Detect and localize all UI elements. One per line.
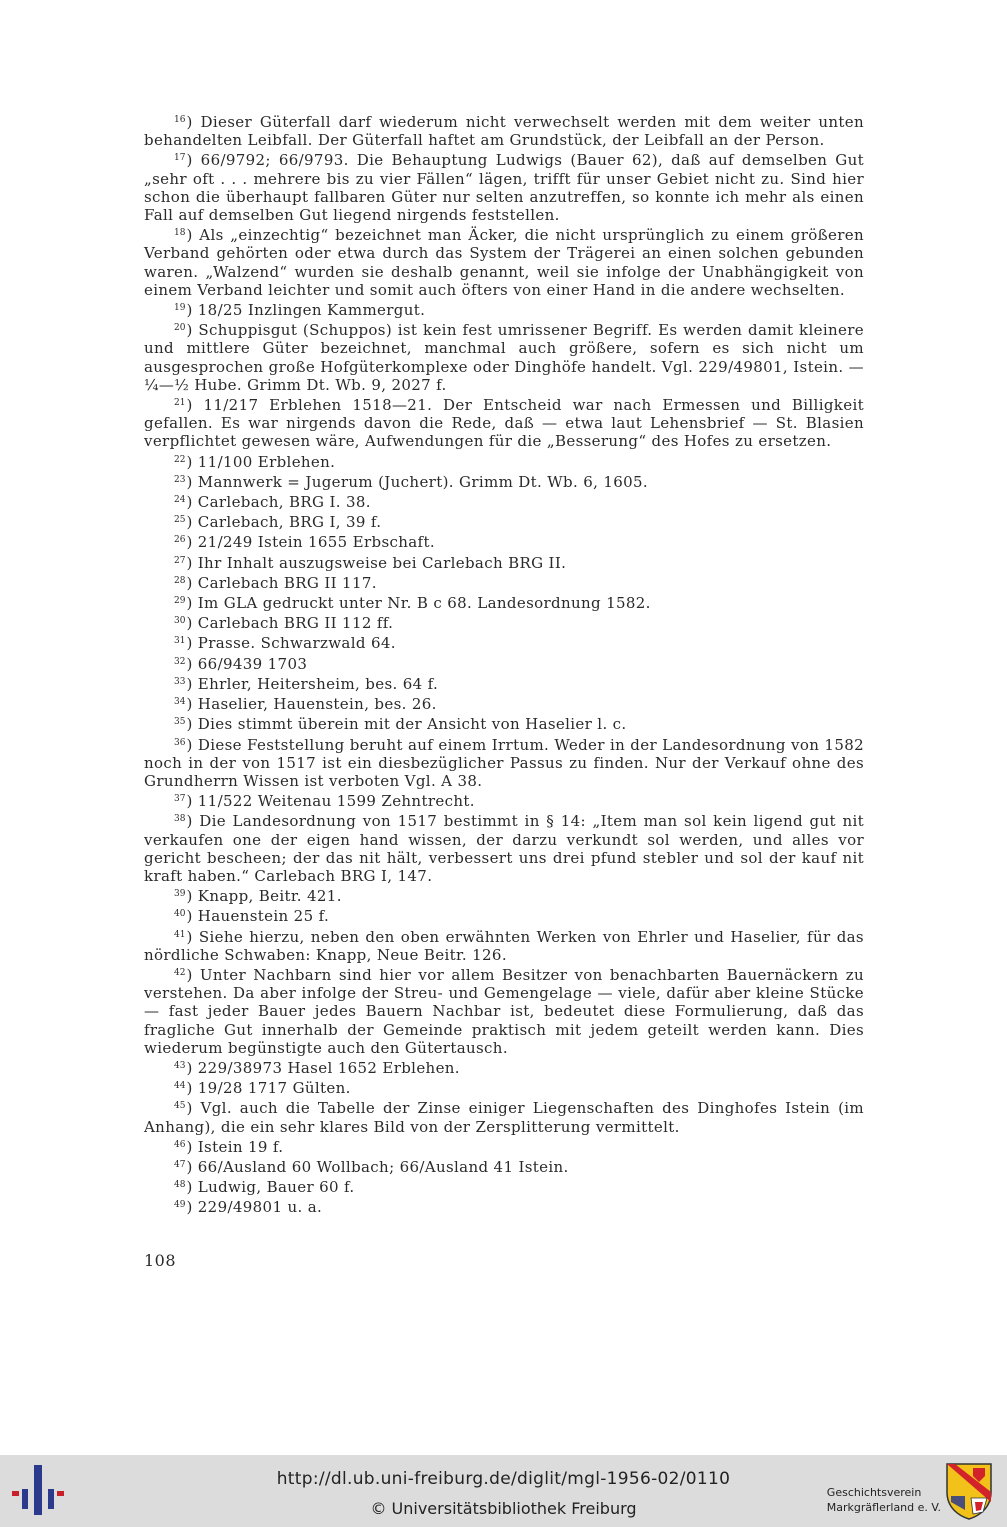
footnote-number: 28 (174, 575, 186, 586)
footnote-text: Dieser Güterfall darf wiederum nicht verwechselt werden mit dem weiter unten behandelten Leibfall. Der Güterfall haftet am Grundstück, der Leibfall an der Person. (144, 113, 864, 150)
footnote-text: Carlebach, BRG I, 39 f. (197, 513, 382, 532)
footnote (144, 885, 864, 905)
markgraeflerland-crest-icon[interactable] (945, 1462, 993, 1520)
footnote-text: 11/100 Erblehen. (197, 452, 336, 471)
footnote-number: 24 (174, 495, 186, 506)
footnote-text: 11/217 Erblehen 1518—21. Der Entscheid war nach Ermessen und Billigkeit gefallen. Es war nirgends davon die Rede, daß — etwa laut Lehensbrief — St. Blasien verpflichtet gewesen wäre, Aufwendungen für die „Besserung“ des Hofes zu ersetzen. (144, 396, 864, 451)
footnote-number: 48 (174, 1180, 186, 1191)
footnote (144, 552, 864, 572)
footnote-text: Ludwig, Bauer 60 f. (197, 1178, 355, 1197)
society-name (827, 1485, 941, 1515)
footnote-text: Hauenstein 25 f. (197, 907, 330, 926)
footnote (144, 531, 864, 551)
footnote-paren: ) (186, 735, 198, 754)
footnote (144, 810, 864, 885)
footer-copyright: © Universitätsbibliothek Freiburg (370, 1499, 637, 1518)
footnote-number: 20 (174, 323, 186, 334)
footnote (144, 1136, 864, 1156)
footnote-text: Ehrler, Heitersheim, bes. 64 f. (197, 674, 439, 693)
society-line-1: Geschichtsverein (826, 1486, 922, 1499)
footnote-text: 19/28 1717 Gülten. (197, 1079, 351, 1098)
footnote-text: 18/25 Inzlingen Kammergut. (197, 301, 426, 320)
footnote-number: 32 (174, 656, 186, 667)
footnote-paren: ) (186, 907, 198, 926)
footnote-paren: ) (186, 812, 200, 831)
footnote-paren: ) (186, 452, 198, 471)
footnote (144, 713, 864, 733)
footnote (144, 511, 864, 531)
footnote-text: Carlebach, BRG I. 38. (197, 493, 371, 512)
footnote (144, 926, 864, 964)
footnote (144, 572, 864, 592)
footnote (144, 673, 864, 693)
footnote-text: Unter Nachbarn sind hier vor allem Besitzer von benachbarten Bauernäckern zu verstehen. Da aber infolge der Streu- und Gemengelage — viele, dafür aber kleine Stücke — fast jeder Bauer jedes Bauern Nachbar ist, bedeutet diese Formulierung, daß das fragliche Gut innerhalb der Gemeinde praktisch mit jedem geteilt werden kann. Dies wiederum begünstigte auch den Gütertausch. (144, 965, 864, 1057)
footnote-number: 40 (174, 909, 186, 920)
footnote-number: 23 (174, 474, 186, 485)
footnote-paren: ) (186, 634, 198, 653)
footnote (144, 149, 864, 224)
footnote-number: 42 (174, 967, 186, 978)
footnote (144, 693, 864, 713)
footnote-number: 30 (174, 616, 186, 627)
society-line-2: Markgräflerland e. V. (826, 1501, 941, 1514)
footnote-text: Vgl. auch die Tabelle der Zinse einiger Liegenschaften des Dinghofes Istein (im Anhang), die ein sehr klares Bild von der Zersplitterung vermittelt. (144, 1099, 864, 1136)
footnote-number: 47 (174, 1159, 186, 1170)
page-number: 108 (144, 1251, 177, 1270)
footnote (144, 1196, 864, 1216)
footnote-paren: ) (186, 927, 199, 946)
footnote-text: Carlebach BRG II 117. (197, 573, 377, 592)
footnote-number: 18 (174, 228, 186, 239)
footnote-text: 229/49801 u. a. (197, 1198, 323, 1217)
footnote-number: 36 (174, 737, 186, 748)
footnote (144, 451, 864, 471)
footnote-paren: ) (186, 533, 198, 552)
footnote-number: 45 (174, 1101, 186, 1112)
footnote-text: Haselier, Hauenstein, bes. 26. (197, 695, 437, 714)
footnote (144, 905, 864, 925)
footnote-paren: ) (186, 151, 201, 170)
footnote-paren: ) (186, 1137, 198, 1156)
footnote-number: 46 (174, 1139, 186, 1150)
footnote (144, 299, 864, 319)
footnote-paren: ) (186, 674, 198, 693)
footnote-paren: ) (186, 715, 198, 734)
footnote-number: 34 (174, 697, 186, 708)
footnote (144, 1077, 864, 1097)
footnote-paren: ) (186, 113, 201, 131)
footnote-text: Knapp, Beitr. 421. (197, 887, 342, 906)
footnote (144, 1097, 864, 1135)
footnote (144, 632, 864, 652)
footnote (144, 964, 864, 1057)
footnote (144, 734, 864, 791)
footnote-number: 29 (174, 596, 186, 607)
footnote-paren: ) (186, 226, 200, 245)
footnote (144, 224, 864, 299)
footnote (144, 394, 864, 451)
viewer-footer (0, 1455, 1007, 1527)
footnote-number: 27 (174, 555, 186, 566)
footnote-number: 22 (174, 454, 186, 465)
footnote (144, 1057, 864, 1077)
footnote-paren: ) (186, 1058, 198, 1077)
footnote-paren: ) (186, 1099, 201, 1118)
footnote-paren: ) (186, 614, 198, 633)
footnote-text: Mannwerk = Jugerum (Juchert). Grimm Dt. Wb. 6, 1605. (197, 472, 649, 491)
footnote-text: 11/522 Weitenau 1599 Zehntrecht. (197, 792, 475, 811)
footnote (144, 319, 864, 394)
footnote-paren: ) (186, 1079, 198, 1098)
footnote (144, 653, 864, 673)
footnote-number: 25 (174, 515, 186, 526)
footnote-text: 66/9439 1703 (197, 654, 308, 673)
footnote-paren: ) (186, 792, 198, 811)
footnote-paren: ) (186, 472, 198, 491)
footnote-text: Die Landesordnung von 1517 bestimmt in § 14: „Item man sol kein ligend gut nit verkaufen one der eigen hand wissen, der darzu verkundt sol werden, und alles vor gericht bescheen; der das nit hält, verbessert uns drei pfund stebler und sol der kauf nit kraft haben.“ Carlebach BRG I, 147. (144, 812, 865, 885)
footnote-number: 38 (174, 814, 186, 825)
footnote-paren: ) (186, 654, 198, 673)
footnote-paren: ) (186, 493, 198, 512)
footnote-text: Siehe hierzu, neben den oben erwähnten Werken von Ehrler und Haselier, für das nördliche Schwaben: Knapp, Neue Beitr. 126. (144, 927, 864, 964)
footnote-paren: ) (186, 321, 199, 340)
footnote-paren: ) (186, 396, 204, 415)
footnote-number: 35 (174, 717, 186, 728)
footnote-number: 31 (174, 636, 186, 647)
footnote-paren: ) (186, 1198, 198, 1217)
footnote-paren: ) (186, 1157, 198, 1176)
footnote-paren: ) (186, 301, 198, 320)
footnote-text: Prasse. Schwarzwald 64. (197, 634, 396, 653)
footnote (144, 1156, 864, 1176)
footnote-paren: ) (186, 965, 200, 984)
footnote-text: 21/249 Istein 1655 Erbschaft. (197, 533, 435, 552)
footnote-paren: ) (186, 695, 198, 714)
footnote (144, 1176, 864, 1196)
footnote-number: 49 (174, 1200, 186, 1211)
footnote-number: 17 (174, 153, 186, 164)
footnote-paren: ) (186, 887, 198, 906)
footnote-number: 19 (174, 303, 186, 314)
footnote (144, 790, 864, 810)
footnote (144, 491, 864, 511)
footnote (144, 111, 864, 149)
footnote-text: Ihr Inhalt auszugsweise bei Carlebach BRG II. (197, 553, 567, 572)
footnote-text: Carlebach BRG II 112 ff. (197, 614, 394, 633)
footnote-number: 37 (174, 794, 186, 805)
footnote-text: Als „einzechtig“ bezeichnet man Äcker, die nicht ursprünglich zu einem größeren Verband gehörten oder etwa durch das System der Trägerei an einen solchen gebunden waren. „Walzend“ wurden sie deshalb genannt, weil sie infolge der Unabhängigkeit von einem Verband leichter und somit auch öfters von einer Hand in die andere wechselten. (144, 226, 864, 299)
footnote-number: 16 (174, 115, 186, 125)
footnote-paren: ) (186, 1178, 198, 1197)
footnote-number: 43 (174, 1060, 186, 1071)
footnote-text: 66/9792; 66/9793. Die Behauptung Ludwigs (Bauer 62), daß auf demselben Gut „sehr oft . . . mehrere bis zu vier Fällen“ lägen, trifft für unser Gebiet nicht zu. Sind hier schon die überhaupt fallbaren Güter nur selten anzutreffen, so konnte ich mehr als einen Fall auf demselben Gut liegend nirgends feststellen. (144, 151, 864, 225)
footnote-number: 41 (174, 929, 186, 940)
footnote-number: 44 (174, 1081, 186, 1092)
footnotes (144, 111, 864, 1217)
footnote-number: 26 (174, 535, 186, 546)
footnote-paren: ) (186, 594, 198, 613)
footnote-text: Istein 19 f. (197, 1137, 284, 1156)
footnote (144, 592, 864, 612)
footnote-text: 66/Ausland 60 Wollbach; 66/Ausland 41 Istein. (197, 1157, 569, 1176)
footnote-paren: ) (186, 573, 198, 592)
footnote-number: 21 (174, 398, 186, 409)
footnote-text: Im GLA gedruckt unter Nr. B c 68. Landesordnung 1582. (197, 594, 651, 613)
footnote-number: 33 (174, 676, 186, 687)
footnote-paren: ) (186, 553, 198, 572)
footnote-text: Dies stimmt überein mit der Ansicht von Haselier l. c. (197, 715, 627, 734)
footnote-number: 39 (174, 889, 186, 900)
footnote-text: 229/38973 Hasel 1652 Erblehen. (197, 1058, 460, 1077)
footnote-text: Diese Feststellung beruht auf einem Irrtum. Weder in der Landesordnung von 1582 noch in der von 1517 ist ein diesbezüglicher Passus zu finden. Nur der Verkauf ohne des Grundherrn Wissen ist verboten Vgl. A 38. (144, 735, 865, 790)
footnote (144, 471, 864, 491)
footer-url-link[interactable]: http://dl.ub.uni-freiburg.de/diglit/mgl-1956-02/0110 (276, 1469, 731, 1489)
footnote-text: Schuppisgut (Schuppos) ist kein fest umrissener Begriff. Es werden damit kleinere und mittlere Güter bezeichnet, manchmal auch größere, sofern es sich nicht um ausgesprochen große Hofgüterkomplexe oder Dinghöfe handelt. Vgl. 229/49801, Istein. — ¼—½ Hube. Grimm Dt. Wb. 9, 2027 f. (144, 321, 864, 394)
footnote (144, 612, 864, 632)
footnote-paren: ) (186, 513, 198, 532)
